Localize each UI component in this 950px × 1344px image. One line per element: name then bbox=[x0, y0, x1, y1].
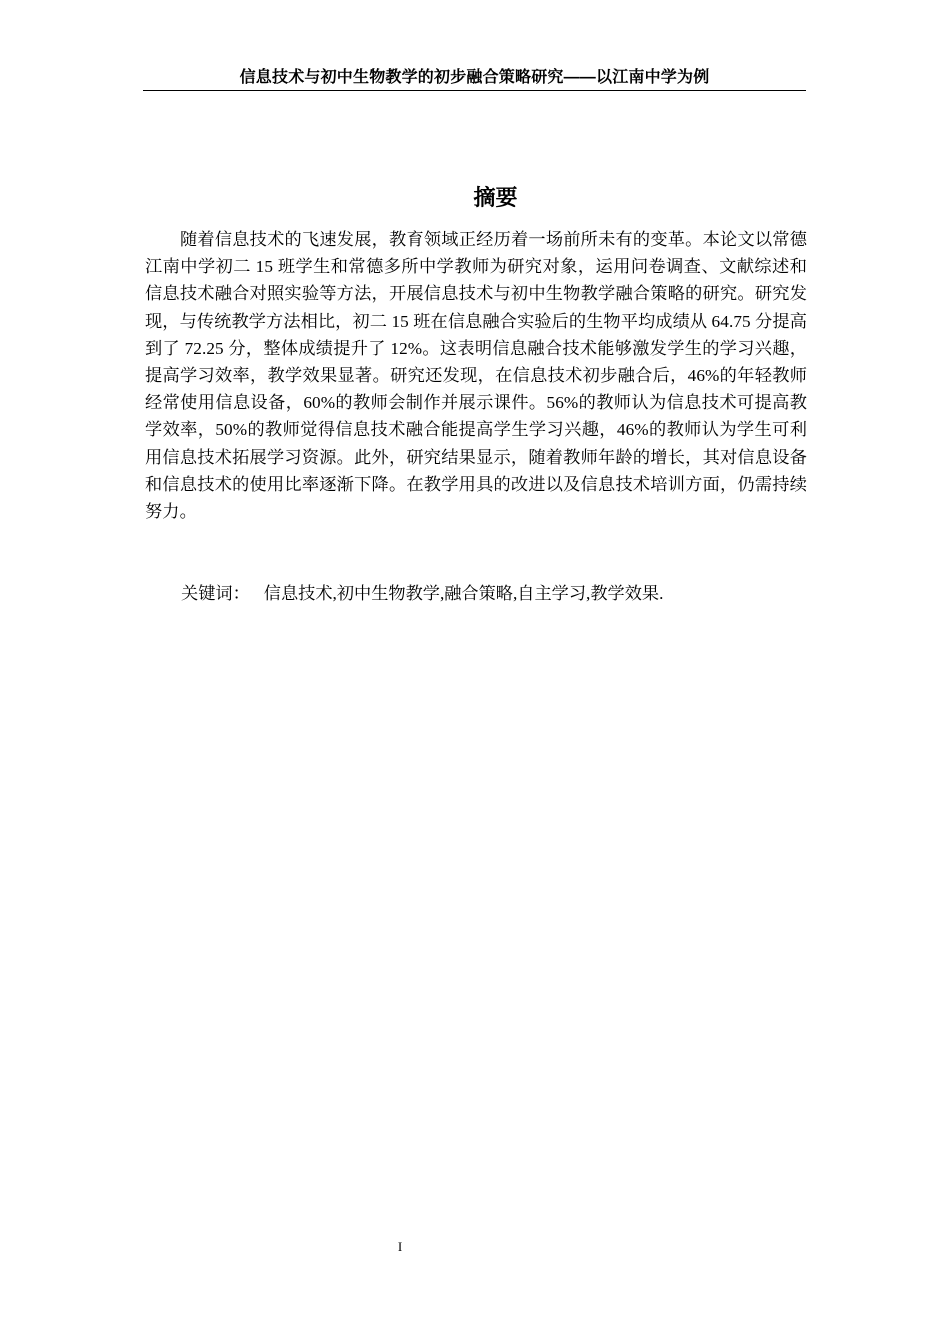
keywords-line bbox=[181, 580, 807, 607]
abstract-body: 随着信息技术的飞速发展，教育领域正经历着一场前所未有的变革。本论文以常德江南中学初二 15 班学生和常德多所中学教师为研究对象，运用问卷调查、文献综述和信息技术融合对照实验等方法，开展信息技术与初中生物教学融合策略的研究。研究发现，与传统教学方法相比，初二 15 班在信息融合实验后的生物平均成绩从 64.75 分提高到了 72.25 分，整体成绩提升了 12%。这表明信息融合技术能够激发学生的学习兴趣，提高学习效率，教学效果显著。研究还发现，在信息技术初步融合后，46%的年轻教师经常使用信息设备，60%的教师会制作并展示课件。56%的教师认为信息技术可提高教学效率，50%的教师觉得信息技术融合能提高学生学习兴趣，46%的教师认为学生可利用信息技术拓展学习资源。此外，研究结果显示，随着教师年龄的增长，其对信息设备和信息技术的使用比率逐渐下降。在教学用具的改进以及信息技术培训方面，仍需持续努力。 bbox=[145, 230, 807, 522]
keywords-label: 关键词： bbox=[181, 584, 250, 603]
running-header: 信息技术与初中生物教学的初步融合策略研究——以江南中学为例 bbox=[143, 68, 806, 91]
abstract-title: 摘要 bbox=[473, 185, 518, 210]
page-number: I bbox=[397, 1239, 403, 1254]
keywords-value: 信息技术,初中生物教学,融合策略,自主学习,教学效果. bbox=[263, 584, 664, 603]
